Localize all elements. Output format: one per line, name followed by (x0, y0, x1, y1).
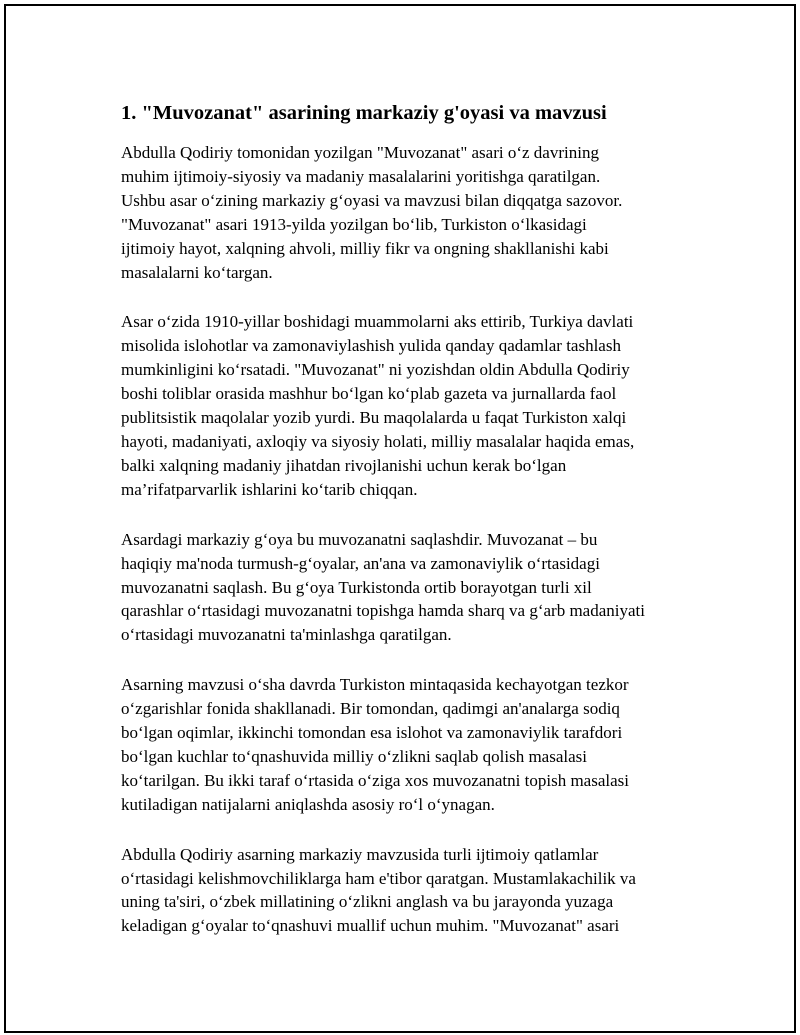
text-line: ko‘tarilgan. Bu ikki taraf o‘rtasida o‘ziga xos muvozanatni topish masalasi (121, 770, 629, 790)
text-line: haqiqiy ma'noda turmush-g‘oyalar, an'ana va zamonaviylik o‘rtasidagi (121, 553, 600, 573)
section-heading: 1. "Muvozanat" asarining markaziy g'oyasi va mavzusi (121, 102, 607, 124)
text-line: "Muvozanat" asari 1913-yilda yozilgan bo‘lib, Turkiston o‘lkasidagi (121, 214, 587, 234)
text-line: balki xalqning madaniy jihatdan rivojlanishi uchun kerak bo‘lgan (121, 455, 567, 475)
paragraph-4 (121, 673, 701, 816)
text-line: mumkinligini ko‘rsatadi. "Muvozanat" ni yozishdan oldin Abdulla Qodiriy (121, 360, 630, 380)
paragraph-1 (121, 141, 701, 284)
text-line: Abdulla Qodiriy asarning markaziy mavzusida turli ijtimoiy qatlamlar (121, 844, 599, 864)
text-line: bo‘lgan kuchlar to‘qnashuvida milliy o‘zlikni saqlab qolish masalasi (121, 746, 587, 766)
text-line: qarashlar o‘rtasidagi muvozanatni topishga hamda sharq va g‘arb madaniyati (121, 601, 645, 621)
text-line: bo‘lgan oqimlar, ikkinchi tomondan esa islohot va zamonaviylik tarafdori (121, 723, 623, 743)
text-line: keladigan g‘oyalar to‘qnashuvi muallif uchun muhim. "Muvozanat" asari (121, 916, 620, 936)
text-line: masalalarni ko‘targan. (121, 262, 273, 282)
text-line: o‘zgarishlar fonida shakllanadi. Bir tomondan, qadimgi an'analarga sodiq (121, 699, 620, 719)
text-line: boshi toliblar orasida mashhur bo‘lgan ko‘plab gazeta va jurnallarda faol (121, 384, 617, 404)
text-line: misolida islohotlar va zamonaviylashish yulida qanday qadamlar tashlash (121, 336, 621, 356)
text-line: Abdulla Qodiriy tomonidan yozilgan "Muvozanat" asari o‘z davrining (121, 143, 599, 162)
text-line: o‘rtasidagi muvozanatni ta'minlashga qaratilgan. (121, 625, 452, 645)
paragraph-3 (121, 528, 701, 648)
text-line: Ushbu asar o‘zining markaziy g‘oyasi va mavzusi bilan diqqatga sazovor. (121, 190, 623, 210)
paragraph-2 (121, 310, 701, 501)
text-line: kutiladigan natijalarni aniqlashda asosiy ro‘l o‘ynagan. (121, 794, 495, 814)
text-line: Asarning mavzusi o‘sha davrda Turkiston mintaqasida kechayotgan tezkor (121, 675, 629, 695)
text-line: ijtimoiy hayot, xalqning ahvoli, milliy fikr va ongning shakllanishi kabi (121, 238, 609, 258)
text-line: ma’rifatparvarlik ishlarini ko‘tarib chiqqan. (121, 479, 418, 499)
document-body (121, 99, 701, 964)
text-line: muvozanatni saqlash. Bu g‘oya Turkistonda ortib borayotgan turli xil (121, 577, 592, 597)
text-line: publitsistik maqolalar yozib yurdi. Bu maqolalarda u faqat Turkiston xalqi (121, 408, 627, 428)
text-line: Asar o‘zida 1910-yillar boshidagi muammolarni aks ettirib, Turkiya davlati (121, 312, 634, 332)
text-line: Asardagi markaziy g‘oya bu muvozanatni saqlashdir. Muvozanat – bu (121, 529, 598, 549)
paragraph-5 (121, 843, 701, 939)
text-line: hayoti, madaniyati, axloqiy va siyosiy holati, milliy masalalar haqida emas, (121, 431, 635, 451)
text-line: o‘rtasidagi kelishmovchiliklarga ham e'tibor qaratgan. Mustamlakachilik va (121, 868, 636, 888)
text-line: uning ta'siri, o‘zbek millatining o‘zlikni anglash va bu jarayonda yuzaga (121, 892, 614, 912)
text-line: muhim ijtimoiy-siyosiy va madaniy masalalarini yoritishga qaratilgan. (121, 166, 601, 186)
document-page (4, 4, 796, 1033)
